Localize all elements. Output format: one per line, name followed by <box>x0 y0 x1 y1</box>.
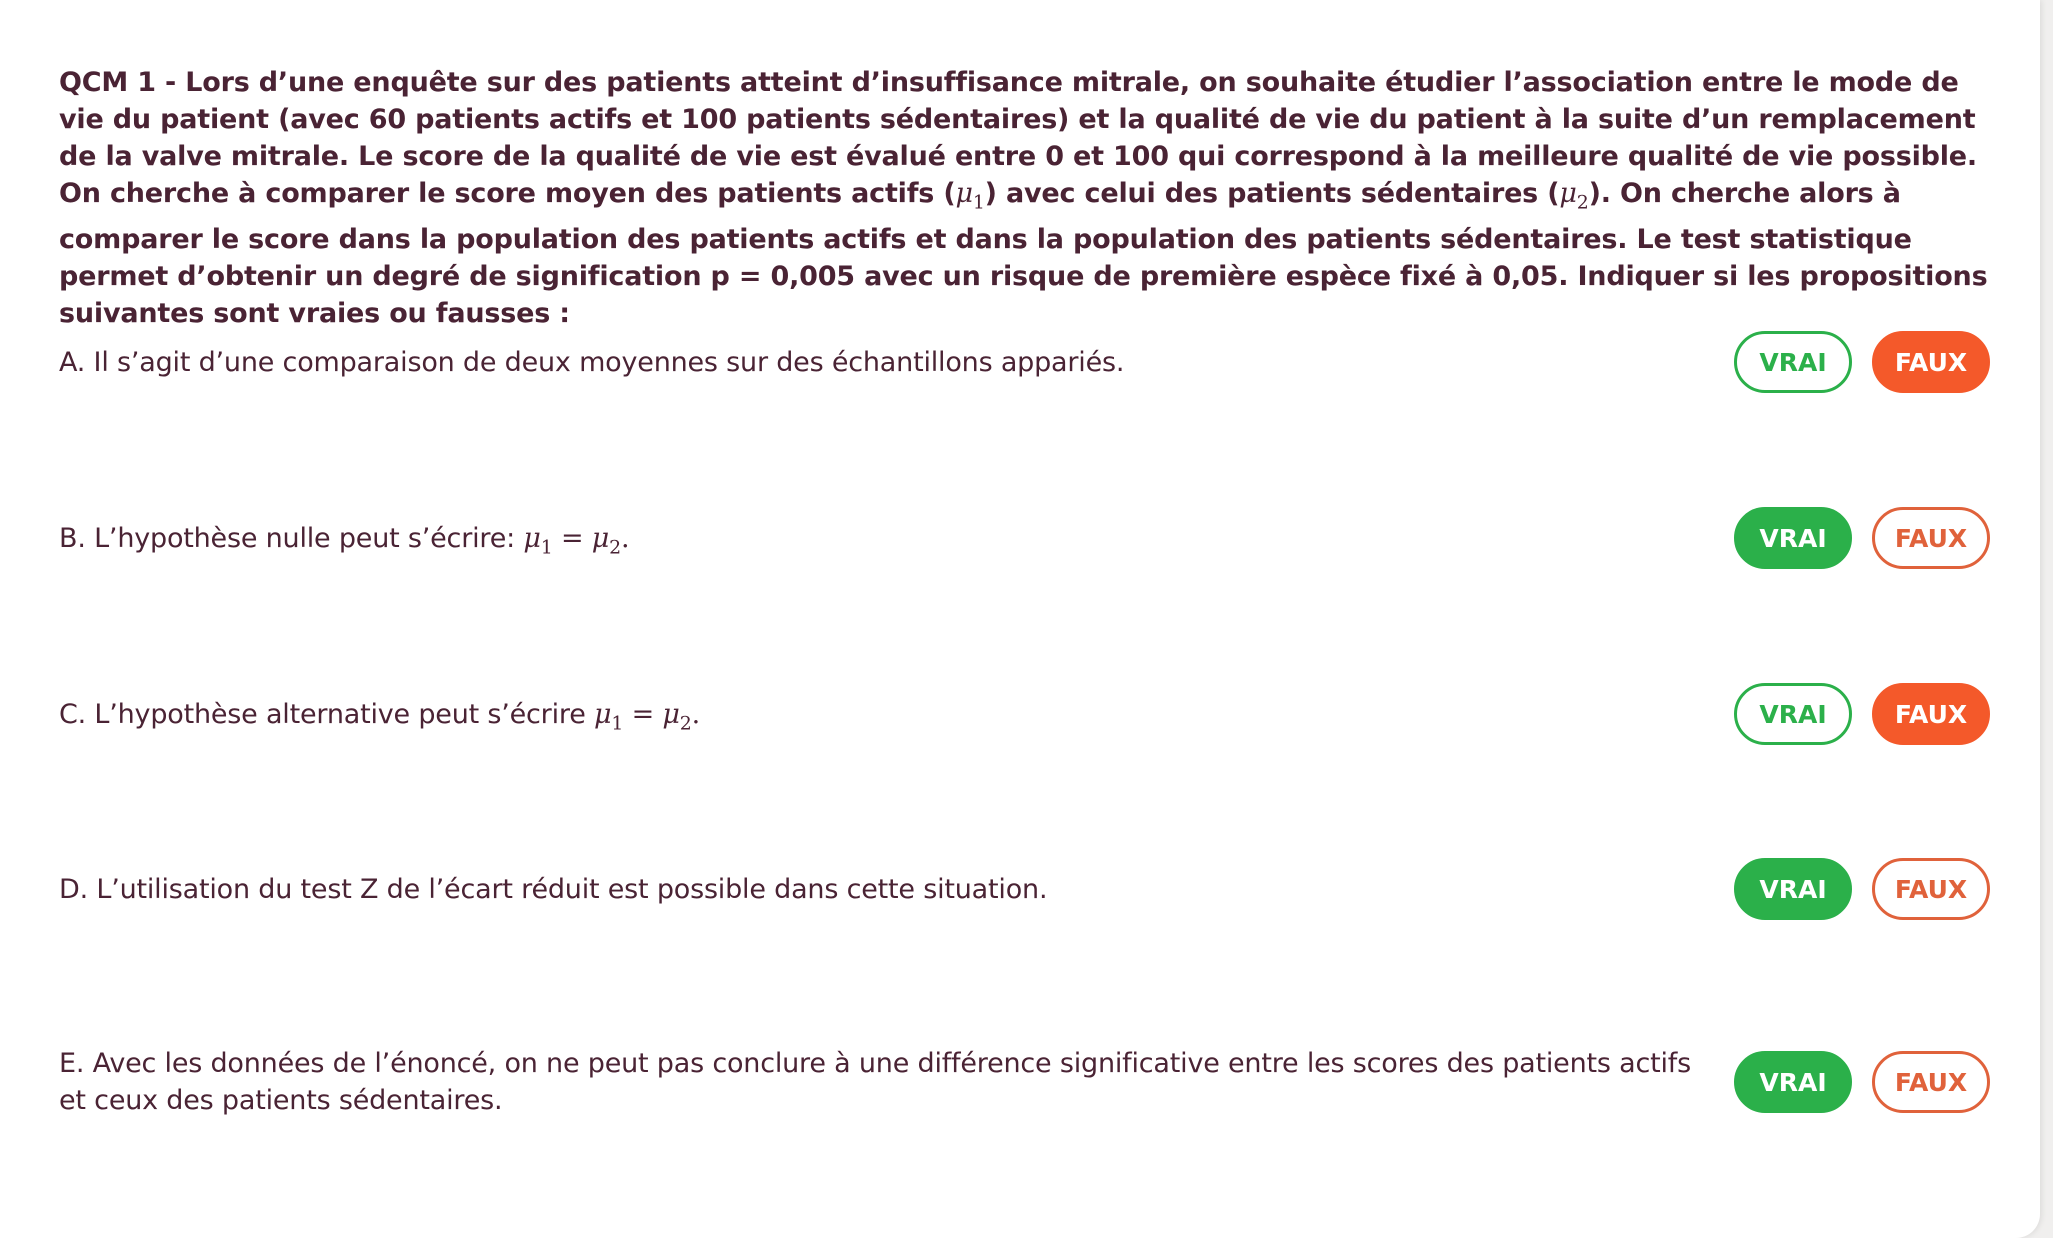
eq-operator: = <box>552 523 592 554</box>
proposition-c-vrai-button[interactable]: VRAI <box>1734 683 1852 745</box>
proposition-d-faux-button[interactable]: FAUX <box>1872 858 1990 920</box>
proposition-a <box>59 344 1719 381</box>
proposition-b-text: B. L’hypothèse nulle peut s’écrire: <box>59 523 524 554</box>
proposition-c <box>59 696 1719 742</box>
eq-mu1: μ <box>594 699 612 730</box>
eq-mu2: μ <box>591 523 610 554</box>
mu1-letter: μ <box>955 178 973 209</box>
proposition-d-vrai-button[interactable]: VRAI <box>1734 858 1852 920</box>
question-text-end: ). On cherche alors à comparer le score dans la population des patients actifs et dans la population des patients sédentaires. Le test statistique permet d’obtenir un degré de signification p = 0,005 avec un risque de première espèce fixé à 0,05. Indiquer si les propositions suivantes sont vraies ou fausses : <box>59 178 1988 330</box>
proposition-a-vrai-button[interactable]: VRAI <box>1734 331 1852 393</box>
proposition-a-faux-button[interactable]: FAUX <box>1872 331 1990 393</box>
eq-mu2: μ <box>662 699 680 730</box>
proposition-c-text: C. L’hypothèse alternative peut s’écrire <box>59 699 594 730</box>
proposition-c-faux-button[interactable]: FAUX <box>1872 683 1990 745</box>
proposition-b-vrai-button[interactable]: VRAI <box>1734 507 1852 569</box>
proposition-b-faux-button[interactable]: FAUX <box>1872 507 1990 569</box>
eq-mu2-sub: 2 <box>609 536 621 559</box>
eq-operator: = <box>623 699 663 730</box>
proposition-e-text: E. Avec les données de l’énoncé, on ne peut pas conclure à une différence significative entre les scores des patients actifs et ceux des patients sédentaires. <box>59 1048 1691 1116</box>
proposition-e-faux-button[interactable]: FAUX <box>1872 1051 1990 1113</box>
mu1-symbol <box>955 178 985 214</box>
proposition-e-vrai-button[interactable]: VRAI <box>1734 1051 1852 1113</box>
mu2-symbol <box>1559 178 1589 214</box>
proposition-b-equation <box>523 523 630 559</box>
proposition-a-text: A. Il s’agit d’une comparaison de deux moyennes sur des échantillons appariés. <box>59 347 1125 378</box>
proposition-d-text: D. L’utilisation du test Z de l’écart réduit est possible dans cette situation. <box>59 874 1048 905</box>
proposition-b <box>59 520 1719 566</box>
question-text-start: QCM 1 - Lors d’une enquête sur des patients atteint d’insuffisance mitrale, on souhaite étudier l’association entre le mode de vie du patient (avec 60 patients actifs et 100 patients sédentaires) et la qualité de vie du patient à la suite d’un remplacement de la valve mitrale. Le score de la qualité de vie est évalué entre 0 et 100 qui correspond à la meilleure qualité de vie possible. On cherche à comparer le score moyen des patients actifs ( <box>59 67 1977 209</box>
eq-mu1-sub: 1 <box>540 536 553 559</box>
proposition-c-equation <box>594 699 700 735</box>
mu2-subscript: 2 <box>1576 191 1589 214</box>
eq-mu1: μ <box>523 523 541 554</box>
question-text-middle: ) avec celui des patients sédentaires ( <box>984 178 1560 209</box>
mu2-letter: μ <box>1559 178 1577 209</box>
mu1-subscript: 1 <box>972 191 985 214</box>
eq-mu2-sub: 2 <box>679 712 692 735</box>
eq-mu1-sub: 1 <box>611 712 624 735</box>
eq-period: . <box>620 523 630 554</box>
proposition-e <box>59 1045 1719 1119</box>
proposition-d <box>59 871 1719 908</box>
eq-period: . <box>691 699 700 730</box>
question-stem <box>59 64 2009 332</box>
